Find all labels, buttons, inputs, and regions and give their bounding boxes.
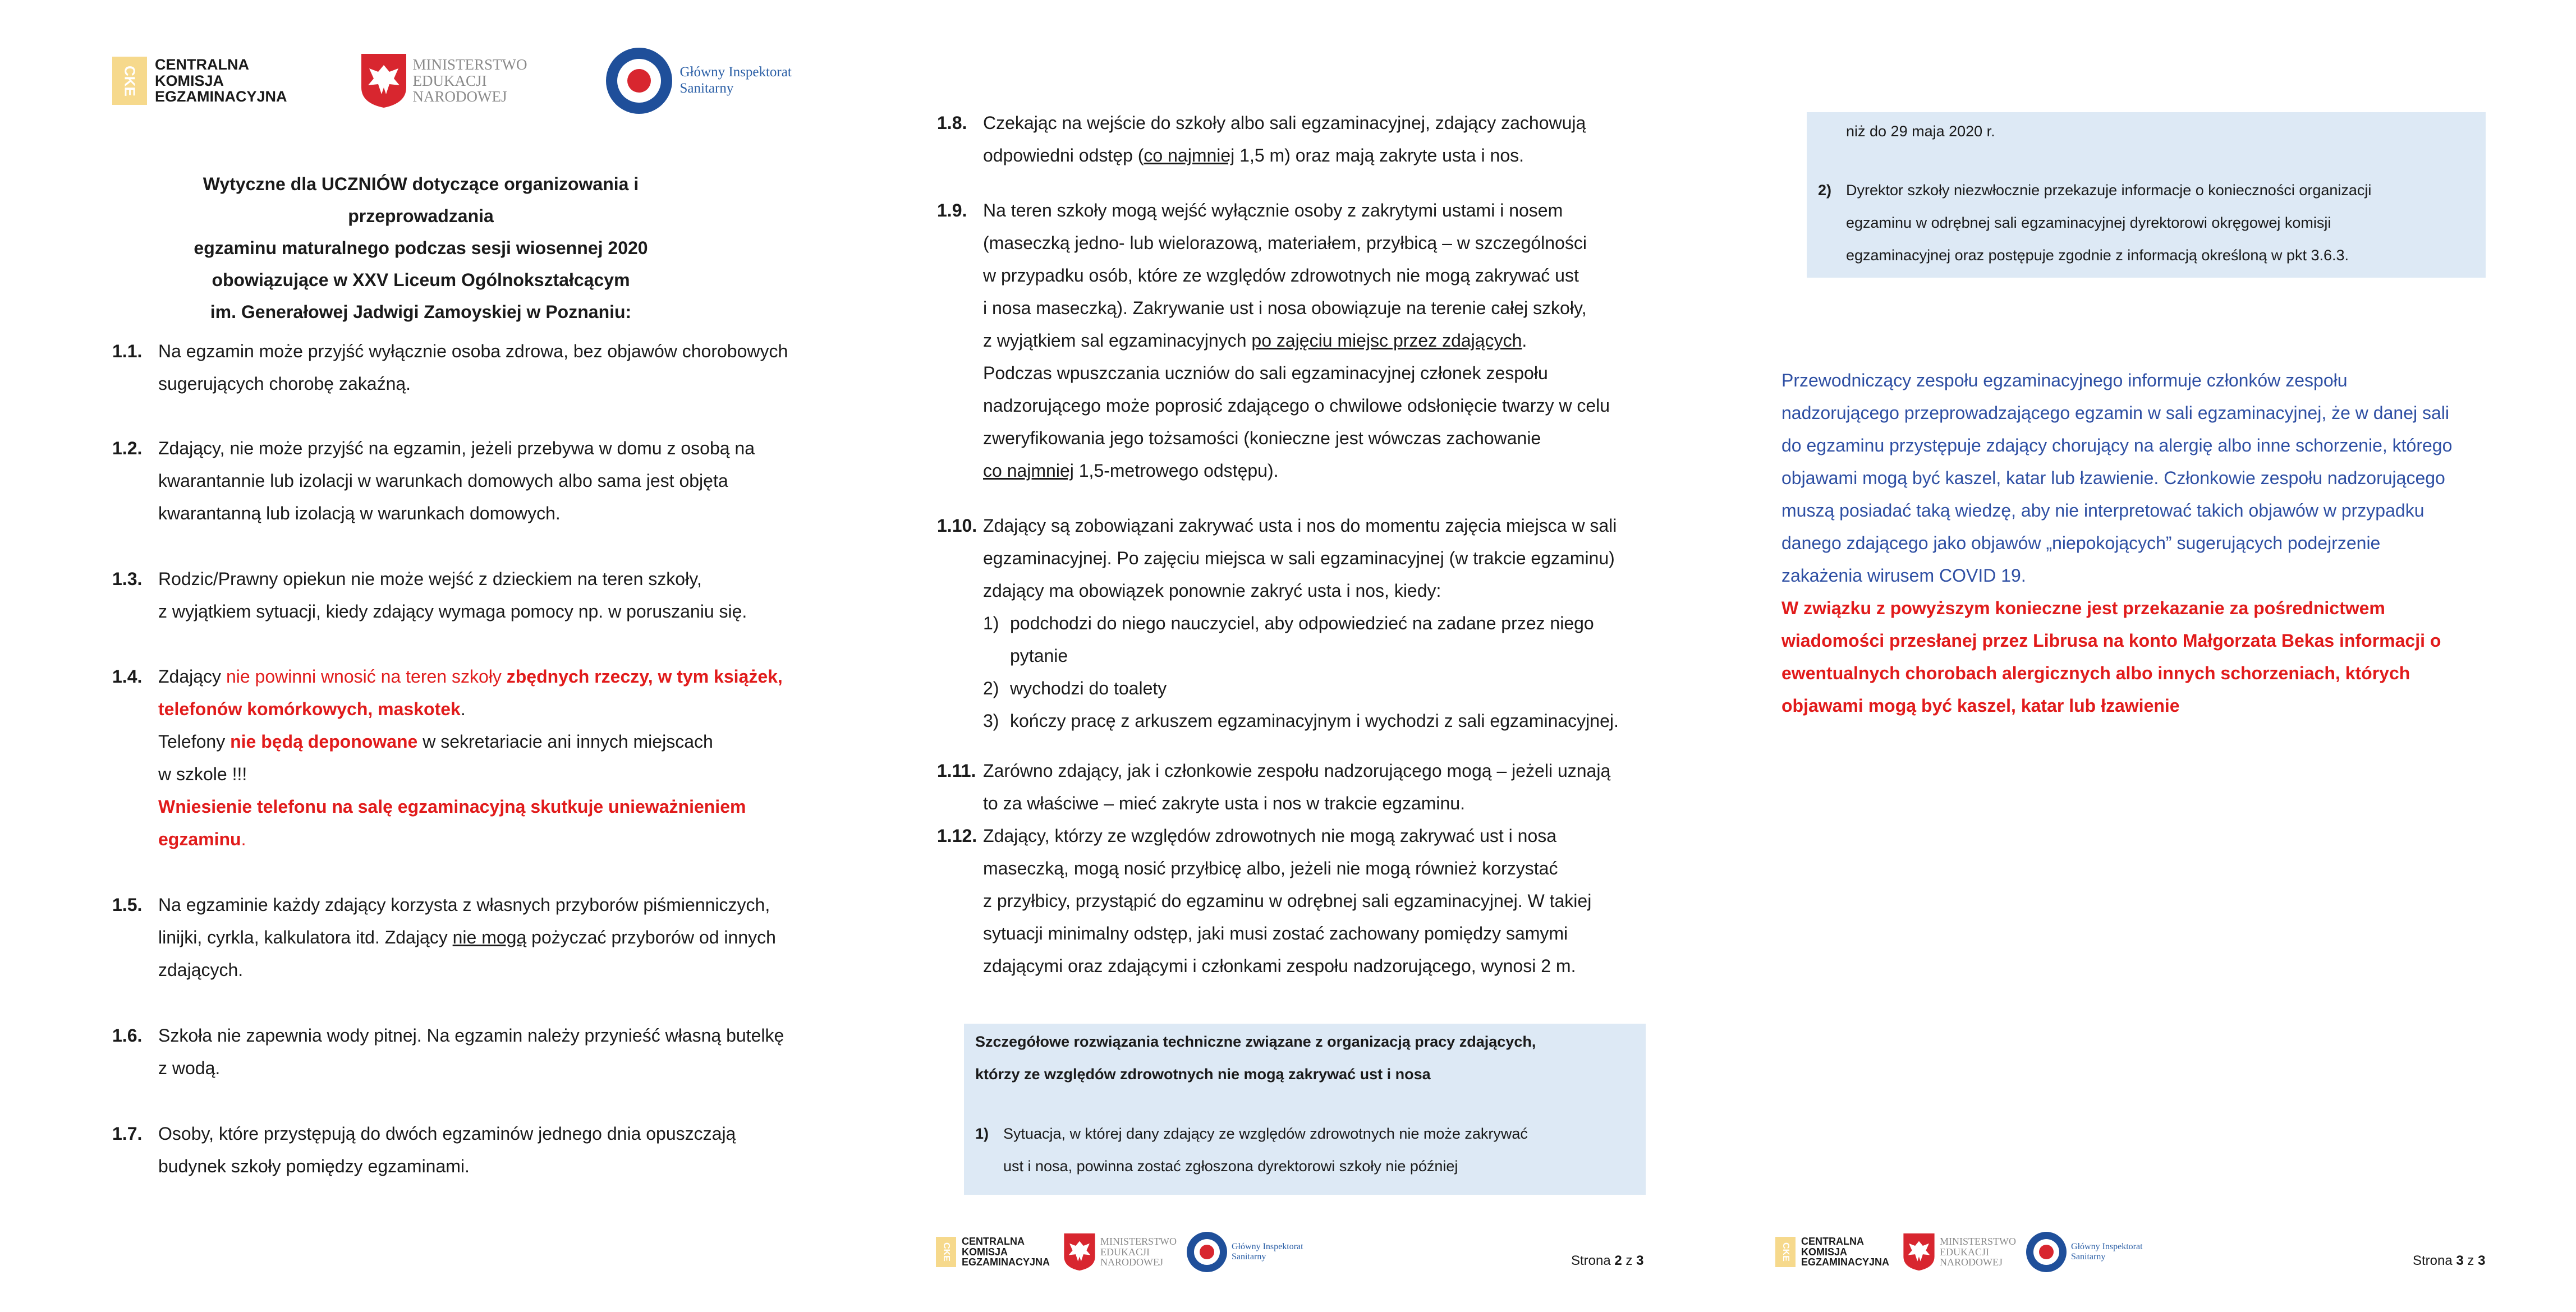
committee-info: Przewodniczący zespołu egzaminacyjnego informuje członków zespołu nadzorującego przeprowadzającego egzamin w sali egzaminacyjnej, że w danej sali do egzaminu przystępuje zdający chorujący na alergię albo inne schorzenie, którego objawami mogą być kaszel, katar lub łzawienie. Członkowie zespołu nadzorującego muszą posiadać taką wiedzę, aby nie interpretować takich objawów w przypadku danego zdającego jako objawów „niepokojących” sugerujących podejrzenie zakażenia wirusem COVID 19. W związku z powyższym konieczne jest przekazanie za pośrednictwem wiadomości przesłanej przez Librusa na konto Małgorzata Bekas informacji o ewentualnych chorobach alergicznych albo innych schorzeniach, których objawami mogą być kaszel, katar lub łzawienie [1781, 370, 2453, 716]
gis-logo: Główny Inspektorat Sanitarny [606, 48, 792, 114]
eagle-emblem-icon [1063, 1232, 1096, 1272]
cke-logo: CKE CENTRALNA KOMISJA EGZAMINACYJNA [1775, 1236, 1889, 1268]
header-logos [112, 48, 792, 114]
gis-seal-icon [606, 48, 672, 114]
cke-mark-icon: CKE [936, 1237, 956, 1267]
eagle-emblem-icon [1903, 1232, 1935, 1272]
men-logo: MINISTERSTWO EDUKACJI NARODOWEJ [1903, 1232, 2016, 1272]
gis-seal-icon [2026, 1232, 2067, 1272]
cke-mark-icon: CKE [1775, 1237, 1796, 1267]
page-2: 1.8. Czekając na wejście do szkoły albo sali egzaminacyjnej, zdający zachowują odpowiedni odstęp (co najmniej 1,5 m) oraz mają zakryte usta i nos. 1.9. Na teren szkoły mogą wejść wyłącznie osoby z zakrytymi ustami i nosem (maseczką jedno- lub wielorazową, materiałem, przyłbicą – w szczególności w przypadku osób, które ze względów zdrowotnych nie mogą zakrywać ust i nosa maseczką). Zakrywanie ust i nosa obowiązuje na terenie całej szkoły, z wyjątkiem sal egzaminacyjnych po zajęciu miejsc przez zdających. Podczas wpuszczania uczniów do sali egzaminacyjnej członek zespołu nadzorującego może poprosić zdającego o chwilowe odsłonięcie twarzy w celu zweryfikowania jego tożsamości (konieczne jest wówczas zachowanie co najmniej 1,5-metrowego odstępu). 1.10. Zdający są zobowiązani zakrywać usta i nos do momentu zajęcia miejsca w sali egzaminacyjnej. Po zajęciu miejsca w sali egzaminacyjnej (w trakcie egzaminu) zdający ma obowiązek ponownie zakryć usta i nos, kiedy: 1) podchodzi do niego nauczyciel, aby odpowiedzieć na zadane przez niego pytanie 2) wychodzi do toalety 3) kończy pracę z arkuszem egzaminacyjnym i wychodzi z sali egzaminacyjnej. 1.11. Zarówno zdający, jak i członkowie zespołu nadzorującego mogą – jeżeli uznają to za właściwe – mieć zakryte usta i nos w trakcie egzaminu. 1.12. Zdający, którzy ze względów zdrowotnych nie mogą zakrywać ust i nosa maseczką, mogą nosić przyłbicę albo, jeżeli nie mogą również korzystać z przyłbicy, przystąpić do egzaminu w odrębnej sali egzaminacyjnej. W takiej sytuacji minimalny odstęp, jaki musi zostać zachowany pomiędzy samymi zdającymi oraz zdającymi i członkami zespołu nadzorującego, wynosi 2 m. Szczegółowe rozwiązania techniczne związane z organizacją pracy zdających, którzy ze względów zdrowotnych nie mogą zakrywać ust i nosa 1) Sytuacja, w której dany zdający ze względów zdrowotnych nie może zakrywać ust i nosa, powinna zostać zgłoszona dyrektorowi szkoły nie później CKE CENTRALNA KOMISJA EGZAMINACYJNA MINISTERSTWO EDUKACJI NARODOWEJ Główny Inspektorat Sanitarny Strona 2 z 3 [858, 0, 1717, 1312]
footer-logos [1775, 1232, 2143, 1272]
sub-item-1: 1) podchodzi do niego nauczyciel, aby odpowiedzieć na zadane przez niego [983, 613, 1594, 633]
page-number: Strona 2 z 3 [1571, 1253, 1644, 1268]
gis-logo: Główny Inspektorat Sanitarny [1187, 1232, 1303, 1272]
gis-seal-icon [1187, 1232, 1227, 1272]
gis-logo: Główny Inspektorat Sanitarny [2026, 1232, 2143, 1272]
page-1: CKE CENTRALNA KOMISJA EGZAMINACYJNA MINISTERSTWO EDUKACJI NARODOWEJ Główny Inspektorat Sanitarny Wytyczne dla UCZNIÓW dotyczące organizowania i przeprowadzania egzaminu maturalnego podczas sesji wiosennej 2020 obowiązujące w XXV Liceum Ogólnokształcącym im. Generałowej Jadwigi Zamoyskiej w Poznaniu: 1.1. Na egzamin może przyjść wyłącznie osoba zdrowa, bez objawów chorobowych sugerujących chorobę zakaźną. 1.2. Zdający, nie może przyjść na egzamin, jeżeli przebywa w domu z osobą na kwarantannie lub izolacji w warunkach domowych albo sama jest objęta kwarantanną lub izolacją w warunkach domowych. 1.3. Rodzic/Prawny opiekun nie może wejść z dzieckiem na teren szkoły, z wyjątkiem sytuacji, kiedy zdający wymaga pomocy np. w poruszaniu się. 1.4. Zdający nie powinni wnosić na teren szkoły zbędnych rzeczy, w tym książek, telefonów komórkowych, maskotek. Telefony nie będą deponowane w sekretariacie ani innych miejscach w szkole !!! Wniesienie telefonu na salę egzaminacyjną skutkuje unieważnieniem egzaminu. 1.5. Na egzaminie każdy zdający korzysta z własnych przyborów piśmienniczych, linijki, cyrkla, kalkulatora itd. Zdający nie mogą pożyczać przyborów od innych zdających. 1.6. Szkoła nie zapewnia wody pitnej. Na egzamin należy przynieść własną butelkę z wodą. 1.7. Osoby, które przystępują do dwóch egzaminów jednego dnia opuszczają budynek szkoły pomiędzy egzaminami. [0, 0, 858, 1312]
technical-info-box: Szczegółowe rozwiązania techniczne związane z organizacją pracy zdających, którzy ze względów zdrowotnych nie mogą zakrywać ust i nosa 1) Sytuacja, w której dany zdający ze względów zdrowotnych nie może zakrywać ust i nosa, powinna zostać zgłoszona dyrektorowi szkoły nie później [964, 1024, 1646, 1195]
men-logo: MINISTERSTWO EDUKACJI NARODOWEJ [360, 53, 527, 109]
sub-item-2: 2) wychodzi do toalety [983, 678, 1167, 698]
page-number: Strona 3 z 3 [2413, 1253, 2486, 1268]
sub-item-3: 3) kończy pracę z arkuszem egzaminacyjnym i wychodzi z sali egzaminacyjnej. [983, 711, 1619, 731]
page-3 [1717, 0, 2576, 1312]
footer-logos [936, 1232, 1303, 1272]
cke-mark-icon: CKE [112, 57, 147, 105]
men-logo: MINISTERSTWO EDUKACJI NARODOWEJ [1063, 1232, 1177, 1272]
technical-info-box-continued: niż do 29 maja 2020 r. 2) Dyrektor szkoły niezwłocznie przekazuje informacje o konieczności organizacji egzaminu w odrębnej sali egzaminacyjnej dyrektorowi okręgowej komisji egzaminacyjnej oraz postępuje zgodnie z informacją określoną w pkt 3.6.3. [1807, 112, 2486, 278]
document-title: Wytyczne dla UCZNIÓW dotyczące organizowania i przeprowadzania egzaminu maturalnego podczas sesji wiosennej 2020 obowiązujące w XXV Liceum Ogólnokształcącym im. Generałowej Jadwigi Zamoyskiej w Poznaniu: [194, 174, 648, 322]
eagle-emblem-icon [360, 53, 407, 109]
cke-logo: CKE CENTRALNA KOMISJA EGZAMINACYJNA [936, 1236, 1050, 1268]
cke-logo: CKE CENTRALNA KOMISJA EGZAMINACYJNA [112, 57, 287, 105]
